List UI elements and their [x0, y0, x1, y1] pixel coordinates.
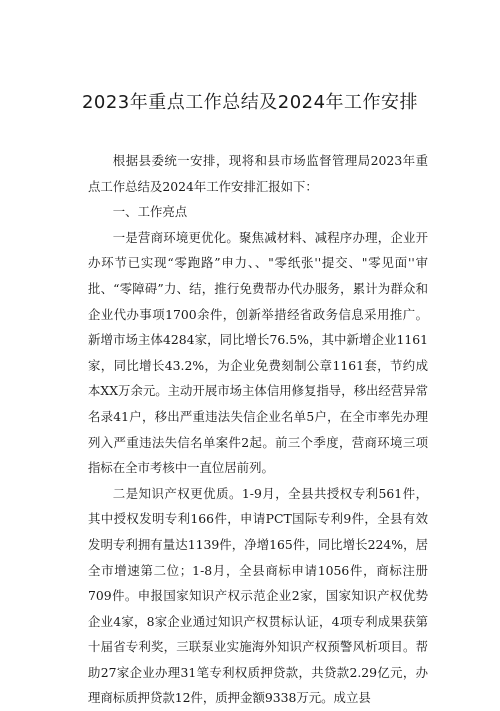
paragraph-intellectual-property: 二是知识产权更优质。1-9月，全县共授权专利561件，其中授权发明专利166件，申请PCT国际专利9件，全县有效发明专利拥有量达1139件，净增165件，同比增长224%，居全市增速第二位；1-8月，全县商标申请1056件，商标注册709件。申报国家知识产权示范企业2家，国家知识产权优势企业4家，8家企业通过知识产权贯标认证，4项专利成果获第十届省专利奖，三联泵业实施海外知识产权预警风析项目。帮助27家企业办理31笔专利权质押贷款，共贷款2.29亿元，办理商标质押贷款12件，质押金额9338万元。成立县 — [88, 485, 428, 706]
document-body — [88, 148, 428, 711]
intro-paragraph: 根据县委统一安排，现将和县市场监督管理局2023年重点工作总结及2024年工作安排汇报如下： — [88, 153, 428, 194]
section-heading-highlights: 一、工作亮点 — [112, 204, 188, 220]
paragraph-business-environment: 一是营商环境更优化。聚焦减材料、减程序办理，企业开办环节已实现“零跑路”申力、、"零纸张''提交、"零见面''审批、“零障碍”力、结，推行免费帮办代办服务，累计为群众和企业代办事项1700余件，创新举措经省政务信息采用推广。新增市场主体4284家，同比增长76.5%，其中新增企业1161家，同比增长43.2%，为企业免费刻制公章1161套，节约成本XX万余元。主动开展市场主体信用修复指导，移出经营异常名录41户，移出严重违法失信企业名单5户，在全市率先办理列入严重违法失信名单案件2起。前三个季度，营商环境三项指标在全市考核中一直位居前列。 — [88, 229, 428, 476]
document-title: 2023年重点工作总结及2024年工作安排 — [81, 92, 419, 113]
